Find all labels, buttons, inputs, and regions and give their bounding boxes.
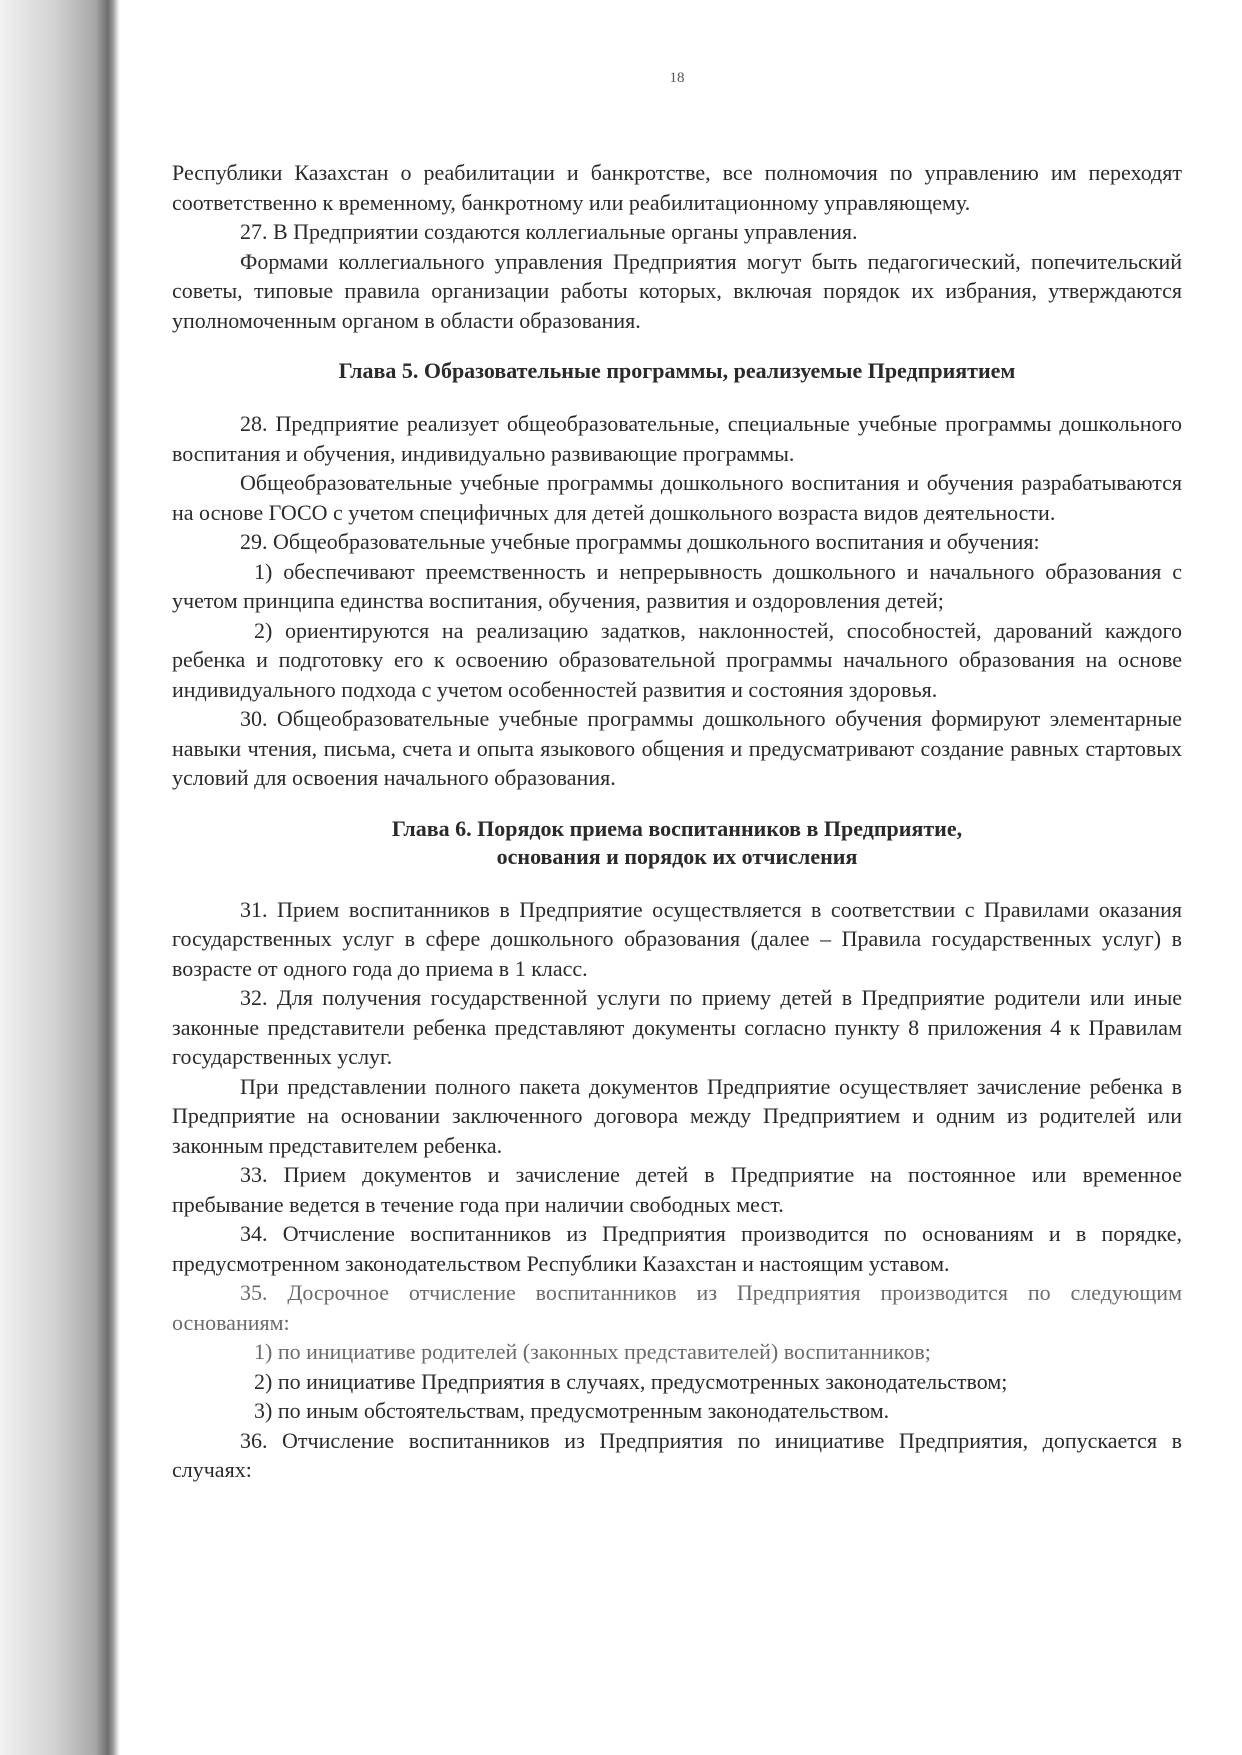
- document-body: [172, 158, 1182, 1485]
- paragraph-35: 35. Досрочное отчисление воспитанников из Предприятия производится по следующим основаниям:: [172, 1280, 1182, 1335]
- paragraph-31: 31. Прием воспитанников в Предприятие осуществляется в соответствии с Правилами оказания государственных услуг в сфере дошкольного образования (далее – Правила государственных услуг) в возрасте от одного года до приема в 1 класс.: [172, 896, 1182, 981]
- paragraph-29-item-2: 2) ориентируются на реализацию задатков, наклонностей, способностей, дарований каждого ребенка и подготовку его к освоению образовательной программы начального образования на основе индивидуального подхода с учетом особенностей развития и состояния здоровья.: [172, 617, 1182, 702]
- paragraph-28: 28. Предприятие реализует общеобразовательные, специальные учебные программы дошкольного воспитания и обучения, индивидуально развивающие программы.: [172, 411, 1182, 466]
- document-page: [172, 0, 1182, 1755]
- paragraph-32-enrollment: При представлении полного пакета документов Предприятие осуществляет зачисление ребенка в Предприятие на основании заключенного договора между Предприятием и одним из родителей или законным представителем ребенка.: [172, 1073, 1182, 1158]
- paragraph-35-item-3: 3) по иным обстоятельствам, предусмотренным законодательством.: [254, 1398, 890, 1423]
- paragraph-27-forms: Формами коллегиального управления Предприятия могут быть педагогический, попечительский советы, типовые правила организации работы которых, включая порядок их избрания, утверждаются уполномоченным органом в области образования.: [172, 248, 1182, 333]
- paragraph-35-item-1: 1) по инициативе родителей (законных представителей) воспитанников;: [254, 1339, 931, 1364]
- paragraph-32: 32. Для получения государственной услуги по приему детей в Предприятие родители или иные законные представители ребенка представляют документы согласно пункту 8 приложения 4 к Правилам государственных услуг.: [172, 985, 1182, 1069]
- paragraph-36: 36. Отчисление воспитанников из Предприятия по инициативе Предприятия, допускается в случаях:: [172, 1427, 1182, 1482]
- paragraph-29-item-1: 1) обеспечивают преемственность и непрерывность дошкольного и начального образования с учетом принципа единства воспитания, обучения, развития и оздоровления детей;: [172, 558, 1182, 613]
- paragraph-33: 33. Прием документов и зачисление детей в Предприятие на постоянное или временное пребывание ведется в течение года при наличии свободных мест.: [172, 1162, 1182, 1217]
- chapter-6-heading-line-1: Глава 6. Порядок приема воспитанников в Предприятие,: [391, 815, 963, 841]
- paragraph-29: 29. Общеобразовательные учебные программы дошкольного воспитания и обучения:: [240, 529, 1040, 554]
- chapter-6-heading-line-2: основания и порядок их отчисления: [496, 843, 858, 869]
- paragraph-28-programs: Общеобразовательные учебные программы дошкольного воспитания и обучения разрабатываются на основе ГОСО с учетом специфичных для детей дошкольного возраста видов деятельности.: [172, 470, 1182, 525]
- paragraph-30: 30. Общеобразовательные учебные программы дошкольного обучения формируют элементарные навыки чтения, письма, счета и опыта языкового общения и предусматривают создание равных стартовых условий для освоения начального образования.: [172, 706, 1182, 790]
- paragraph-35-item-2: 2) по инициативе Предприятия в случаях, предусмотренных законодательством;: [254, 1368, 1008, 1394]
- page-number: 18: [669, 70, 685, 86]
- paragraph-27: 27. В Предприятии создаются коллегиальные органы управления.: [240, 219, 858, 244]
- scan-binding-shadow: [0, 0, 120, 1755]
- paragraph-continuation: Республики Казахстан о реабилитации и банкротстве, все полномочия по управлению им переходят соответственно к временному, банкротному или реабилитационному управляющему.: [172, 160, 1182, 215]
- chapter-5-heading: Глава 5. Образовательные программы, реализуемые Предприятием: [338, 358, 1016, 383]
- paragraph-34: 34. Отчисление воспитанников из Предприятия производится по основаниям и в порядке, предусмотренном законодательством Республики Казахстан и настоящим уставом.: [172, 1221, 1182, 1276]
